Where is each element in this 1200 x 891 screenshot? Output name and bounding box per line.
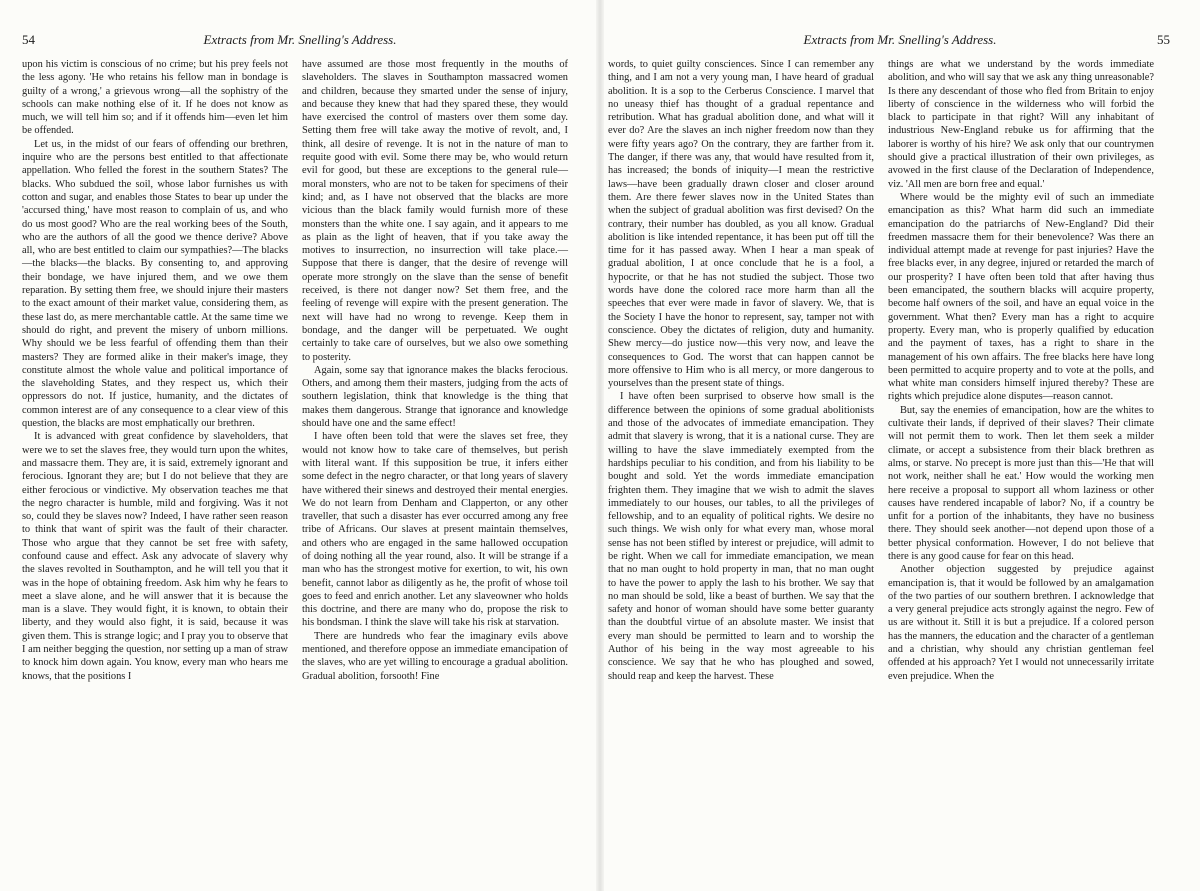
paragraph: I have often been told that were the slaves set free, they would not know how to take care of themselves, but perish with literal want. If this supposition be true, it infers either some defect in the negro character, or that long years of slavery have withered their sinews and destroyed their mental energies. We do not learn from Denham and Clapperton, or any other traveller, that such a disaster has ever occurred among any free tribe of Africans. Our slaves at present maintain themselves, and others who are engaged in the same hallowed occupation of doing nothing all the year round, also. It will be strange if a man who has the strongest motive for exertion, to wit, his own benefit, cannot labor as diligently as he, the profit of whose toil goes to feed and enrich another. Let any slaveowner who holds this doctrine, and there are many who do, propose the risk to his bondsman. I think the slave will take his risk at starvation. (302, 431, 568, 629)
running-head: Extracts from Mr. Snelling's Address. (203, 32, 397, 47)
paragraph: Let us, in the midst of our fears of offending our brethren, inquire who are the persons best entitled to that affectionate appellation. Who felled the forest in the southern States? The blacks. Who subdued the soil, whose labor furnishes us with cotton and sugar, and enables those States to bear up under the 'accursed thing,' have most reason to complain of us, and who do us most good? Who are the real working bees of the South, who are the authors of all the good we thence derive? Above all, who are best entitled to claim our sympathies?—The blacks—the blacks—the blacks. By consenting to, and approving their bondage, we have injured them, and we owe them reparation. By setting them free, we should injure their masters to the exact amount of their market value, considering them, as these last do, as mere merchantable cattle. At the same time we should do right, and prevent the misery of unborn millions. Why should we be less fearful of offending them than their masters? They are formed alike in their maker's image, they constitute almost the whole value and political importance of the slaveholding States, and they respect us, which their oppressors do not. If justice, humanity, and the dictates of common interest are of any consequence to a clear view of this question, the blacks are most emphatically our brethren. (22, 138, 288, 430)
paragraph: have assumed are those most frequently in the mouths of slaveholders. The slaves in Southampton massacred women and children, because they smarted under the sense of injury, and because they knew that had they spared these, they would have exercised the control of masters over them some day. Setting them free will take away the motive of revolt, and, I think, all desire of revenge. It is not in the nature of man to requite good with evil. Some there may be, who would return evil for good, but these are exceptions to the general rule—moral monsters, who are not to be taken for specimens of their kind; and, as I have not observed that the blacks are more vicious than the black family would furnish more of these monsters than the white one. I say again, and it appears to me as plain as the light of heaven, that if you take away the motives to insurrection, no insurrection will take place.—Suppose that there is danger, that the desire of revenge will operate more strongly on the slave than the sense of benefit received, is there not danger now? Set them free, and the feeling of revenge will expire with the present generation. The next will have had no wrong to revenge. Keep them in bondage, and the danger will be perpetuated. We ought certainly to take care of ourselves, but we also owe something to posterity. (302, 59, 568, 363)
paragraph: Where would be the mighty evil of such an immediate emancipation as this? What harm did such an immediate emancipation do the patriarchs of New-England? Did their freedmen massacre them for their benevolence? Was there an individual attempt made at revenge for past injuries? Have the free blacks ever, in any degree, injured or retarded the march of our prosperity? I have often been told that after having thus been emancipated, the southern blacks will acquire property, become half owners of the soil, and have an equal voice in the government. What then? Every man has a right to acquire property. Every man, who is properly qualified by education and the payment of taxes, has a right to share in the management of his own affairs. The free blacks here have long been permitted to acquire property and to vote at the polls, and what white man considers himself injured thereby? These are rights which prejudice alone disputes—reason cannot. (888, 191, 1154, 403)
paragraph: It is advanced with great confidence by slaveholders, that were we to set the slaves free, they would turn upon the whites, and massacre them. They are, it is said, extremely ignorant and ferocious. Ignorant they are; but I do not believe that they are either ferocious or vindictive. My observation teaches me that the negro character is humble, mild and forgiving. Was it not so, could they be slaves now? Indeed, I have rather seen reason to think that want of spirit was the fault of their character. Those who argue that they cannot be set free with safety, confound cause and effect. Ask any advocate of slavery why the slaves revolted in Southampton, and he will tell you that it was in the hope of obtaining freedom. Ask him why he fears to meet a slave alone, and he will answer that it is because the man is a slave. They would fight, it is known, to obtain their liberty, and they would also fight, it is said, because it was given them. This is strange logic; and I pray you to observe that I am neither begging the question, nor setting up a man of straw to knock him down again. You know, every man who hears me knows, that the positions I (22, 431, 288, 682)
paragraph: But, say the enemies of emancipation, how are the whites to cultivate their lands, if deprived of their slaves? Their climate will not permit them to work. Then let them seek a milder climate, or accept a subsistence from their black brethren as alms, or starve. No precept is more just than this—'He that will not work, neither shall he eat.' How would the working men here receive a proposal to support all whom laziness or other causes have rendered incapable of labor? No, if a country be unfit for a portion of the inhabitants, they have no business there. They should seek another—not depend upon those of a better physical conformation. However, I do not believe that there is any good cause for fear on this head. (888, 404, 1154, 562)
paragraph: upon his victim is conscious of no crime; but his prey feels not the less agony. 'He who retains his fellow man in bondage is guilty of a wrong,' a grievous wrong—all the sophistry of the schools can make nothing else of it. If he does not know as much, we will tell him so; and if it offends him—even let him be offended. (22, 59, 288, 137)
page-number: 54 (22, 32, 35, 47)
text-column (608, 58, 874, 683)
paragraph: Another objection suggested by prejudice against emancipation is, that it would be followed by an amalgamation of the two parties of our southern brethren. I acknowledge that a very general prejudice acts strongly against the negro. Few of us are without it. Still it is but a prejudice. If a colored person has the manners, the education and the character of a gentleman and a christian, why should any christian gentleman feel offended at his approach? Yet I would not unnecessarily irritate even prejudice. When the (888, 564, 1154, 682)
paragraph: I have often been surprised to observe how small is the difference between the opinions of some gradual abolitionists and those of the advocates of immediate emancipation. They admit that slavery is wrong, that it is a national curse. They are willing to have the slave immediately exempted from the hardships peculiar to his condition, and from his liability to be bought and sold. Yet the words immediate emancipation frighten them. They imagine that we wish to admit the slaves immediately to our houses, our tables, to all the privileges of fellowship, and to an equality of political rights. We desire no such things. We wish only for what every man, whose moral sense has not been stifled by interest or prejudice, will admit to be right. When we call for immediate emancipation, we mean that no man ought to hold property in man, that no man ought to have the power to apply the lash to his brother. We say that no man should be sold, like a beast of burthen. We say that the safety and honor of woman should have some better guaranty than the doubtful virtue of an absolute master. We insist that every man should be permitted to learn and to worship the Author of his being in the way most agreeable to his conscience. We say that he who has ploughed and sowed, should reap and keep the harvest. These (608, 391, 874, 682)
text-column (22, 58, 288, 683)
paragraph: Again, some say that ignorance makes the blacks ferocious. Others, and among them their masters, judging from the acts of southern legislation, think that knowledge is the thing that makes them dangerous. Strange that ignorance and knowledge should have one and the same effect! (302, 364, 568, 430)
text-column (888, 58, 1154, 683)
right-page (600, 0, 1200, 891)
page-number: 55 (1157, 32, 1170, 47)
paragraph: words, to quiet guilty consciences. Since I can remember any thing, and I am not a very young man, I have heard of gradual abolition. It is a sop to the Cerberus Conscience. I marvel that no uneasy thief has thought of a gradual repentance and retribution. What has gradual abolition done, and what will it ever do? Are the slaves an inch nigher freedom now than they were fifty years ago? On the contrary, they are farther from it. The danger, if there was any, that would have resulted from it, has increased; the bonds of iniquity—I mean the restrictive laws—have been gradually drawn closer and closer around them. Are there fewer slaves now in the United States than when the subject of gradual abolition was first devised? On the contrary, their number has doubled, as you all know. Gradual abolition is like intended repentance, it has been put off till the time for it has passed away. When I hear a man speak of gradual abolition, I at once conclude that he is a fool, a hypocrite, or that he has not studied the subject. Those two words have done the colored race more harm than all the speeches that ever were made in favor of slavery. We, that is the Society I have the honor to represent, say, tamper not with conscience. Obey the dictates of religion, duty and humanity. Shew mercy—do justice now—this very now, and leave the consequences to God. The worst that can happen cannot be more offensive to Him who is all mercy, or more dangerous to yourselves than the present state of things. (608, 59, 874, 390)
text-column (302, 58, 568, 683)
running-head: Extracts from Mr. Snelling's Address. (803, 32, 997, 47)
paragraph: There are hundreds who fear the imaginary evils above mentioned, and therefore oppose an immediate emancipation of the slaves, who are yet willing to encourage a gradual abolition. Gradual abolition, forsooth! Fine (302, 630, 568, 682)
paragraph: things are what we understand by the words immediate abolition, and who will say that we ask any thing unreasonable? Is there any descendant of those who fled from Britain to enjoy liberty of conscience in the wilderness who will forbid the black to participate in that right? Will any inhabitant of industrious New-England rebuke us for affirming that the laborer is worthy of his hire? We ask only that our countrymen should give a practical illustration of their own privileges, as avowed in the first clause of the Declaration of Independence, viz. 'All men are born free and equal.' (888, 59, 1154, 190)
